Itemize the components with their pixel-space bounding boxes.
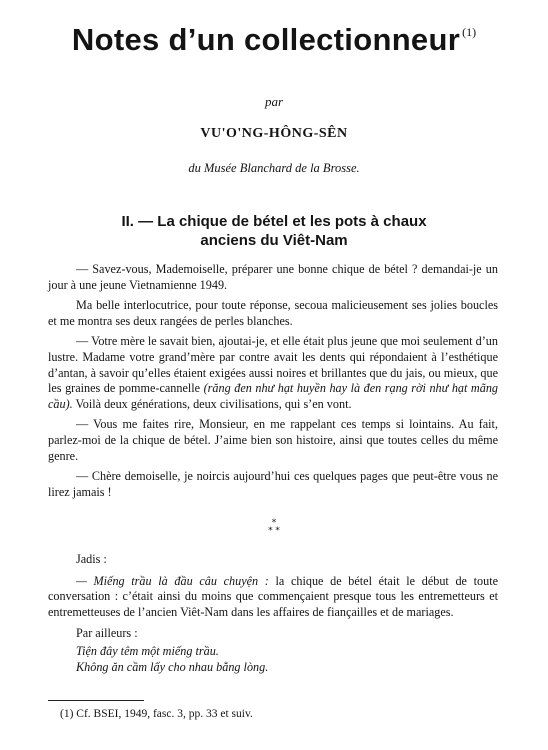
body-text bbox=[48, 262, 498, 505]
paragraph-2: Ma belle interlocutrice, pour toute réponse, secoua malicieusement ses jolies boucles et me montra ses deux rangées de perles blanches. bbox=[48, 298, 498, 328]
section-heading-line-1: II. — La chique de bétel et les pots à chaux bbox=[121, 213, 427, 230]
section-heading bbox=[60, 212, 488, 250]
paragraph-3-part-a: — Votre mère le savait bien, ajoutai-je, et elle était plus jeune que moi seulement d’un lustre. Madame votre grand’mère par contre avait les dents qui répondaient à l’esthétique d’antan, à savoir qu’elles étaient exigées aussi noires et brillantes que du jais, ou mieux, que les graines de pomme-cannelle bbox=[48, 334, 498, 396]
paragraph-5: — Chère demoiselle, je noircis aujourd’hui ces quelques pages que peut-être vous ne lirez jamais ! bbox=[48, 469, 498, 499]
separator-star-top: * bbox=[271, 518, 277, 528]
article-title: Notes d’un collectionneur bbox=[71, 22, 461, 57]
section-heading-line-2: anciens du Viêt-Nam bbox=[200, 232, 348, 249]
author-affiliation: du Musée Blanchard de la Brosse. bbox=[188, 161, 360, 175]
paragraph-3-quote: (răng đen như hạt huyền hay là đen rạng rời như hạt mãng cầu). bbox=[48, 381, 499, 411]
ailleurs-label: Par ailleurs : bbox=[76, 626, 138, 641]
separator-stars-bottom: * * bbox=[268, 526, 280, 536]
footnote-rule bbox=[48, 700, 144, 701]
paragraph-6-text: la chique de bétel était le début de toute conversation : c’était ainsi du moins que commençaient presque tous les entremetteurs et entremetteuses de l’ancien Viêt-Nam dans les affaires de fiançailles et de mariages. bbox=[48, 573, 498, 619]
byline-par: par bbox=[264, 94, 284, 109]
paragraph-6 bbox=[48, 574, 498, 621]
section-separator bbox=[0, 519, 548, 535]
verse-line-1: Tiện đây têm một miếng trầu. bbox=[76, 643, 219, 658]
title-footnote-marker: (1) bbox=[462, 25, 477, 39]
paragraph-1: — Savez-vous, Mademoiselle, préparer une bonne chique de bétel ? demandai-je un jour à une jeune Vietnamienne 1949. bbox=[48, 262, 498, 292]
body-text-2 bbox=[48, 552, 498, 675]
verse-line-2: Không ăn cầm lấy cho nhau bằng lòng. bbox=[76, 659, 269, 674]
jadis-label: Jadis : bbox=[76, 552, 107, 566]
paragraph-3 bbox=[48, 334, 498, 412]
author-name: VU'O'NG-HÔNG-SÊN bbox=[200, 126, 348, 141]
proverb-quote: — Miếng trầu là đầu câu chuyện : bbox=[76, 573, 269, 588]
paragraph-3-part-b: Voilà deux générations, deux civilisations, qui s’en vont. bbox=[75, 396, 352, 411]
footnote: (1) Cf. BSEI, 1949, fasc. 3, pp. 33 et suiv. bbox=[60, 708, 253, 720]
paragraph-4: — Vous me faites rire, Monsieur, en me rappelant ces temps si lointains. Au fait, parlez-moi de la chique de bétel. J’aime bien son histoire, ainsi que toutes celles du même genre. bbox=[48, 417, 498, 463]
title-block bbox=[0, 22, 548, 58]
